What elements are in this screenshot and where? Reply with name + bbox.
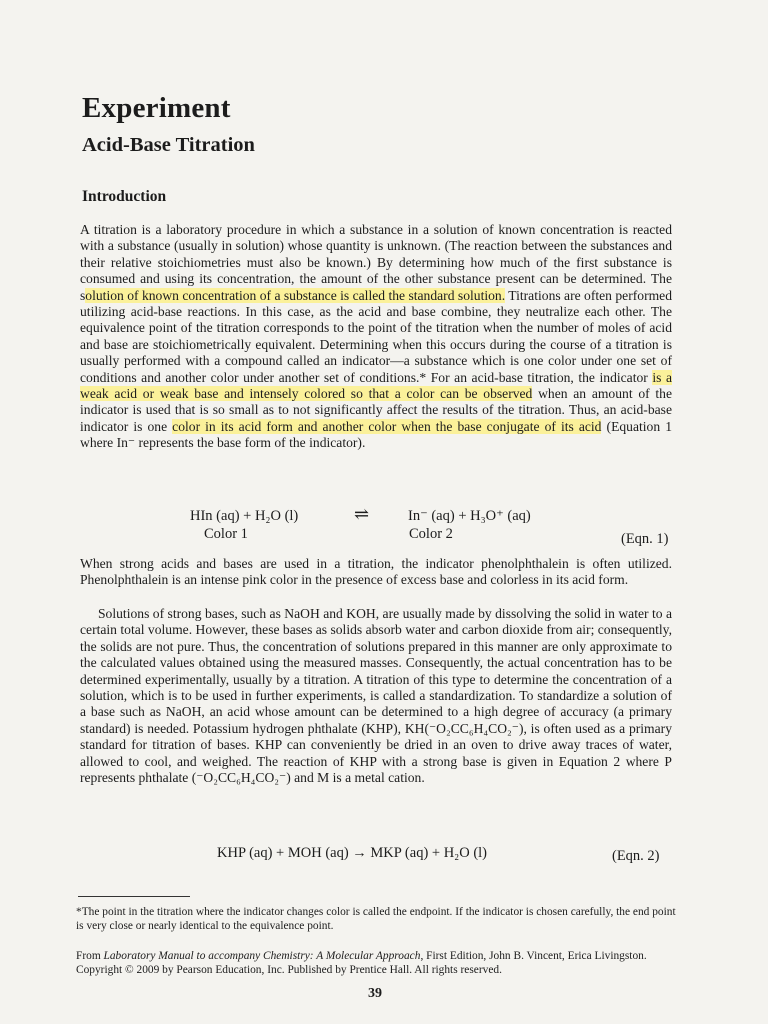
source-prefix: From [76,950,104,962]
paragraph-text: Titrations are often performed utilizing acid-base reactions. In this case, as the acid and base combine, they neutralize each other. The equivalence point of the titration corresponds to the point of the titration when the number of moles of acid and base are stoichiometrically equivalent. Determining when this occurs during the course of a titration is usually performed with a compound called an indicator—a substance which is one color under one set of conditions and another color under another set of conditions.* For an acid-base titration, the indicator [80,287,672,385]
footnote: *The point in the titration where the indicator changes color is called the endpoint. If the indicator is chosen carefully, the end point is very close or nearly identical to the equivalence point. [76,906,676,932]
copyright-text: Copyright © 2009 by Pearson Education, Inc. Published by Prentice Hall. All rights reserved. [76,963,502,976]
source-book-title: Laboratory Manual to accompany Chemistry: A Molecular Approach [103,950,421,962]
intro-paragraph-1 [80,222,672,452]
paragraph-text: A titration is a laboratory procedure in which a substance in a solution of known concentration is reacted with a substance (usually in solution) whose quantity is unknown. (The reaction between the substances and their relative stoichiometries must also be known.) By determining how much of the first substance is consumed and using its concentration, the amount of the other substance present can be determined. The s [80,222,672,303]
equation-1-reactants: HIn (aq) + H₂O (l) [190,508,299,524]
paragraph-text: when an amount of the indicator is used that is so small as to not significantly affect the results of the titration. Thus, an acid-base indicator is one [80,386,672,434]
page-title: Experiment [82,92,231,124]
equation-1-color-2: Color 2 [409,526,453,542]
section-heading: Introduction [82,188,167,205]
equation-2: KHP (aq) + MOH (aq) → MKP (aq) + H₂O (l) [217,845,488,861]
page-subtitle: Acid-Base Titration [82,134,255,156]
highlighted-text: is a weak acid or weak base and intensely colored so that a color can be observed [80,369,672,402]
equation-1-color-1: Color 1 [204,526,248,542]
equilibrium-arrow: ⇌ [354,504,370,524]
page-number: 39 [368,986,382,1001]
paragraph-text: Solutions of strong bases, such as NaOH and KOH, are usually made by dissolving the solid in water to a certain total volume. However, these bases as solids absorb water and carbon dioxide from air; consequently, the solids are not pure. Thus, the concentration of solutions prepared in this manner are only approximate to the calculated values obtained using the measured masses. Consequently, the actual concentration has to be determined experimentally, usually by a titration. A titration of this type to determine the concentration of a solution, which is to be used in further experiments, is called a standardization. To standardize a solution of a base such as NaOH, an acid whose amount can be determined to a high degree of accuracy (a primary standard) is needed. Potassium hydrogen phthalate (KHP), KH(⁻O₂CC₆H₄CO₂⁻), is often used as a primary standard for titration of bases. KHP can conveniently be dried in an oven to drive away traces of water, allowed to cool, and weighed. The reaction of KHP with a strong base is given in Equation 2 where P represents phthalate (⁻O₂CC₆H₄CO₂⁻) and M is a metal cation. [80,606,672,786]
footnote-divider [78,896,190,897]
equation-1-products: In⁻ (aq) + H₃O⁺ (aq) [408,508,531,524]
equation-2-label: (Eqn. 2) [612,848,660,864]
highlighted-text: olution of known concentration of a substance is called the standard solution. [85,287,506,303]
intro-paragraph-2 [80,556,672,589]
paragraph-text: When strong acids and bases are used in a titration, the indicator phenolphthalein is often utilized. Phenolphthalein is an intense pink color in the presence of excess base and colorless in its acid form. [80,556,672,588]
intro-paragraph-3 [80,606,672,786]
paragraph-text: (Equation 1 where In⁻ represents the base form of the indicator). [80,418,672,451]
source-rest: , First Edition, John B. Vincent, Erica Livingston. [420,950,647,962]
equation-1-label: (Eqn. 1) [621,531,669,547]
source-credit [76,950,676,977]
highlighted-text: color in its acid form and another color when the base conjugate of its acid [172,418,602,434]
